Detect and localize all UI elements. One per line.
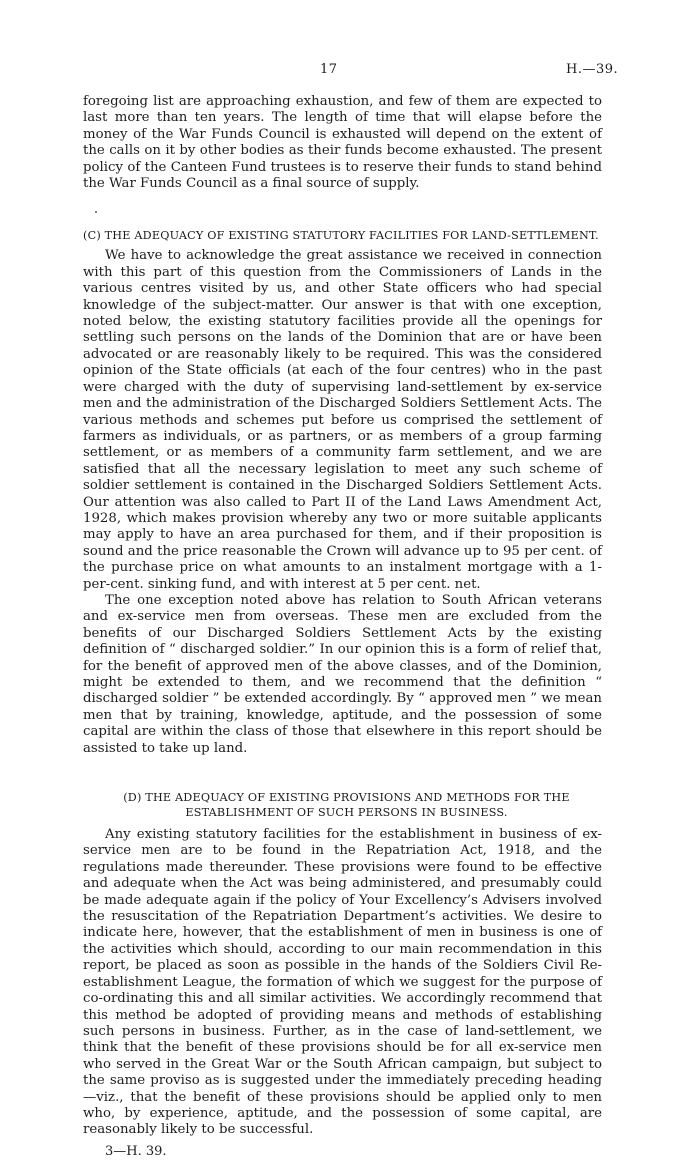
paragraph-c1: We have to acknowledge the great assistance we received in connection with this part of this question from the Commissioners of Lands in the various centres visited by us, and other State officers who had special knowledge of the subject-matter. Our answer is that with one exception, noted below, the existing statutory facilities provide all the openings for settling such persons on the lands of the Dominion that are or have been advocated or are reasonably likely to be required. This was the considered opinion of the State officials (at each of the four centres) who in the past were charged with the duty of supervising land-settlement by ex-service men and the administration of the Discharged Soldiers Settlement Acts. The various methods and schemes put before us comprised the settlement of farmers as individuals, or as partners, or as members of a group farming settlement, or as members of a community farm settlement, and we are satisfied that all the necessary legislation to meet any such scheme of soldier settlement is contained in the Discharged Soldiers Settlement Acts. Our attention was also called to Part II of the Land Laws Amendment Act, 1928, which makes provision whereby any two or more suitable applicants may apply to have an area purchased for them, and if their proposition is sound and the price reasonable the Crown will advance up to 95 per cent. of the purchase price on what amounts to an instalment mortgage with a 1-per-cent. sinking fund, and with interest at 5 per cent. net.: [83, 248, 602, 592]
paragraph-c2: The one exception noted above has relation to South African veterans and ex-service men from overseas. These men are excluded from the benefits of our Discharged Soldiers Settlement Acts by the existing definition of “ discharged soldier.” In our opinion this is a form of relief that, for the benefit of approved men of the above classes, and of the Dominion, might be extended to them, and we recommend that the definition “ discharged soldier ” be extended accordingly. By “ approved men ” we mean men that by training, knowledge, aptitude, and the possession of some capital are within the class of those that elsewhere in this report should be assisted to take up land.: [83, 592, 602, 756]
signature-mark: 3—H. 39.: [105, 1143, 167, 1159]
paragraph-d1: Any existing statutory facilities for the establishment in business of ex-service men are to be found in the Repatriation Act, 1918, and the regulations made thereunder. These provisions were found to be effective and adequate when the Act was being administered, and presumably could be made adequate again if the policy of Your Excellency’s Advisers involved the resuscitation of the Repatriation Department’s activities. We desire to indicate here, however, that the establishment of men in business is one of the activities which should, according to our main recommendation in this report, be placed as soon as possible in the hands of the Soldiers Civil Re-establishment League, the formation of which we suggest for the purpose of co-ordinating this and all similar activities. We accordingly recommend that this method be adopted of providing means and methods of establishing such persons in business. Further, as in the case of land-settlement, we think that the benefit of these provisions should be for all ex-service men who served in the Great War or the South African campaign, but subject to the same proviso as is suggested under the immediately preceding heading—viz., that the benefit of these provisions should be applied only to men who, by experience, aptitude, and the possession of some capital, are reasonably likely to be successful.: [83, 827, 602, 1138]
page-number: 17: [320, 62, 338, 77]
document-body: [83, 94, 602, 1160]
section-heading-c: (C) THE ADEQUACY OF EXISTING STATUTORY FACILITIES FOR LAND-SETTLEMENT.: [83, 229, 599, 243]
section-heading-d: [83, 791, 602, 820]
paragraph-intro: foregoing list are approaching exhaustion, and few of them are expected to last more than ten years. The length of time that will elapse before the money of the War Funds Council is exhausted will depend on the extent of the calls on it by other bodies as their funds become exhausted. The present policy of the Canteen Fund trustees is to reserve their funds to stand behind the War Funds Council as a final source of supply.: [83, 94, 602, 192]
section-heading-d-line2: ESTABLISHMENT OF SUCH PERSONS IN BUSINESS.: [185, 805, 508, 819]
section-heading-d-line1: (D) THE ADEQUACY OF EXISTING PROVISIONS AND METHODS FOR THE: [123, 791, 570, 805]
document-code: H.—39.: [566, 62, 619, 77]
